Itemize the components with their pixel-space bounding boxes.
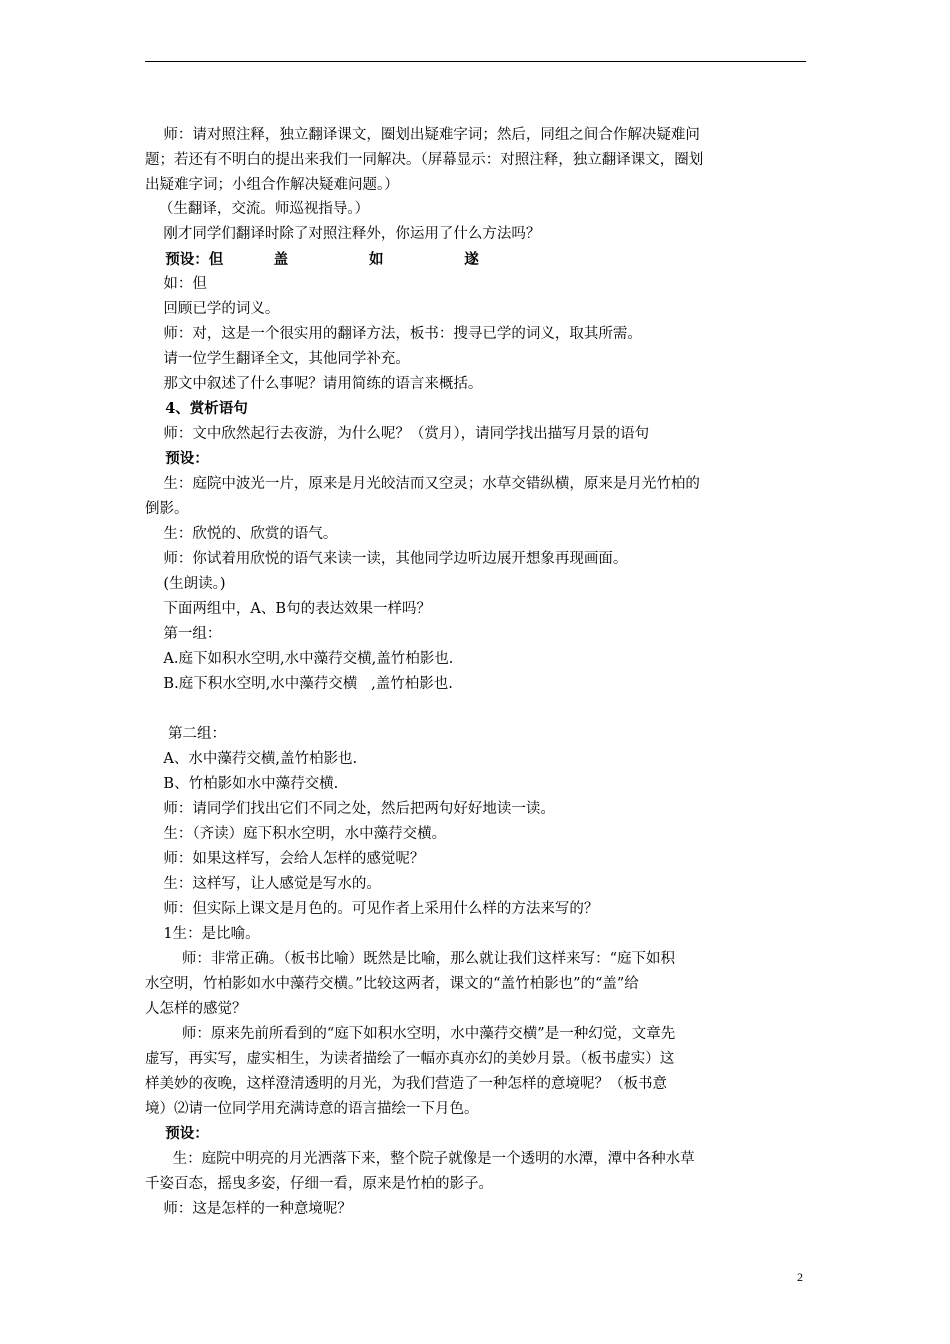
text-line: 生：这样写，让人感觉是写水的。: [145, 876, 381, 892]
text-line: (生朗读。): [145, 576, 226, 592]
text-line: 预设：但 盖 如 遂: [145, 251, 479, 268]
text-line: 那文中叙述了什么事呢？请用简练的语言来概括。: [145, 376, 483, 392]
text-line: 刚才同学们翻译时除了对照注释外，你运用了什么方法吗？: [145, 226, 541, 242]
text-line: 生：欣悦的、欣赏的语气。: [145, 526, 338, 542]
text-line: 师：你试着用欣悦的语气来读一读，其他同学边听边展开想象再现画面。: [145, 551, 628, 567]
text-line: 第一组：: [145, 626, 222, 642]
text-line: 师：非常正确。（板书比喻）既然是比喻，那么就让我们这样来写：“庭下如积: [145, 951, 676, 967]
text-line: 题；若还有不明白的提出来我们一同解决。（屏幕显示：对照注释，独立翻译课文，圈划: [145, 152, 704, 168]
text-line: 回顾已学的词义。: [145, 301, 280, 317]
text-line: 师：对，这是一个很实用的翻译方法，板书：搜寻已学的词义，取其所需。: [145, 326, 642, 342]
text-line: 千姿百态，摇曳多姿，仔细一看，原来是竹柏的影子。: [145, 1176, 493, 1192]
text-line: 样美妙的夜晚，这样澄清透明的月光，为我们营造了一种怎样的意境呢？（板书意: [145, 1076, 667, 1092]
text-line: 虚写，再实写，虚实相生，为读者描绘了一幅亦真亦幻的美妙月景。（板书虚实）这: [145, 1051, 675, 1067]
text-line: 师：如果这样写，会给人怎样的感觉呢？: [145, 851, 425, 867]
text-line: 预设：: [145, 1125, 209, 1142]
text-line: 如：但: [145, 276, 207, 292]
text-line: A.庭下如积水空明,水中藻荇交横,盖竹柏影也.: [145, 651, 454, 667]
text-line: 人怎样的感觉？: [145, 1001, 247, 1017]
text-line: 4、赏析语句: [145, 400, 248, 417]
text-line: 生：庭院中波光一片，原来是月光皎洁而又空灵；水草交错纵横，原来是月光竹柏的: [145, 476, 700, 492]
text-line: 倒影。: [145, 501, 189, 517]
text-line: 师：请对照注释，独立翻译课文，圈划出疑难字词；然后，同组之间合作解决疑难问: [145, 127, 700, 143]
text-line: （生翻译，交流。师巡视指导。）: [145, 201, 370, 217]
text-line: 出疑难字词；小组合作解决疑难问题。）: [145, 177, 399, 193]
text-line: 师：原来先前所看到的“庭下如积水空明，水中藻荇交横”是一种幻觉，文章先: [145, 1026, 676, 1042]
text-line: 请一位学生翻译全文，其他同学补充。: [145, 351, 410, 367]
text-line: B.庭下积水空明,水中藻荇交横 ,盖竹柏影也.: [145, 676, 453, 692]
text-line: 师：这是怎样的一种意境呢？: [145, 1201, 352, 1217]
page-number: 2: [797, 1270, 803, 1284]
text-line: 下面两组中，A、B句的表达效果一样吗？: [145, 601, 432, 617]
text-line: 师：请同学们找出它们不同之处，然后把两句好好地读一读。: [145, 801, 555, 817]
header-rule: [145, 61, 806, 62]
text-line: 预设：: [145, 450, 209, 467]
text-line: 1生：是比喻。: [145, 926, 260, 942]
text-line: A、水中藻荇交横,盖竹柏影也.: [145, 751, 358, 767]
text-line: 水空明，竹柏影如水中藻荇交横。”比较这两者，课文的“盖竹柏影也”的“盖”给: [145, 976, 639, 992]
text-line: 生：庭院中明亮的月光洒落下来，整个院子就像是一个透明的水潭，潭中各种水草: [145, 1151, 695, 1167]
text-line: 第二组：: [145, 726, 227, 742]
text-line: 师：文中欣然起行去夜游，为什么呢？（赏月），请同学找出描写月景的语句: [145, 426, 650, 442]
text-line: 生：（齐读）庭下积水空明，水中藻荇交横。: [145, 826, 447, 842]
text-line: 师：但实际上课文是月色的。可见作者上采用什么样的方法来写的？: [145, 901, 599, 917]
text-line: 境）⑵请一位同学用充满诗意的语言描绘一下月色。: [145, 1101, 479, 1117]
text-line: B、竹柏影如水中藻荇交横.: [145, 776, 339, 792]
